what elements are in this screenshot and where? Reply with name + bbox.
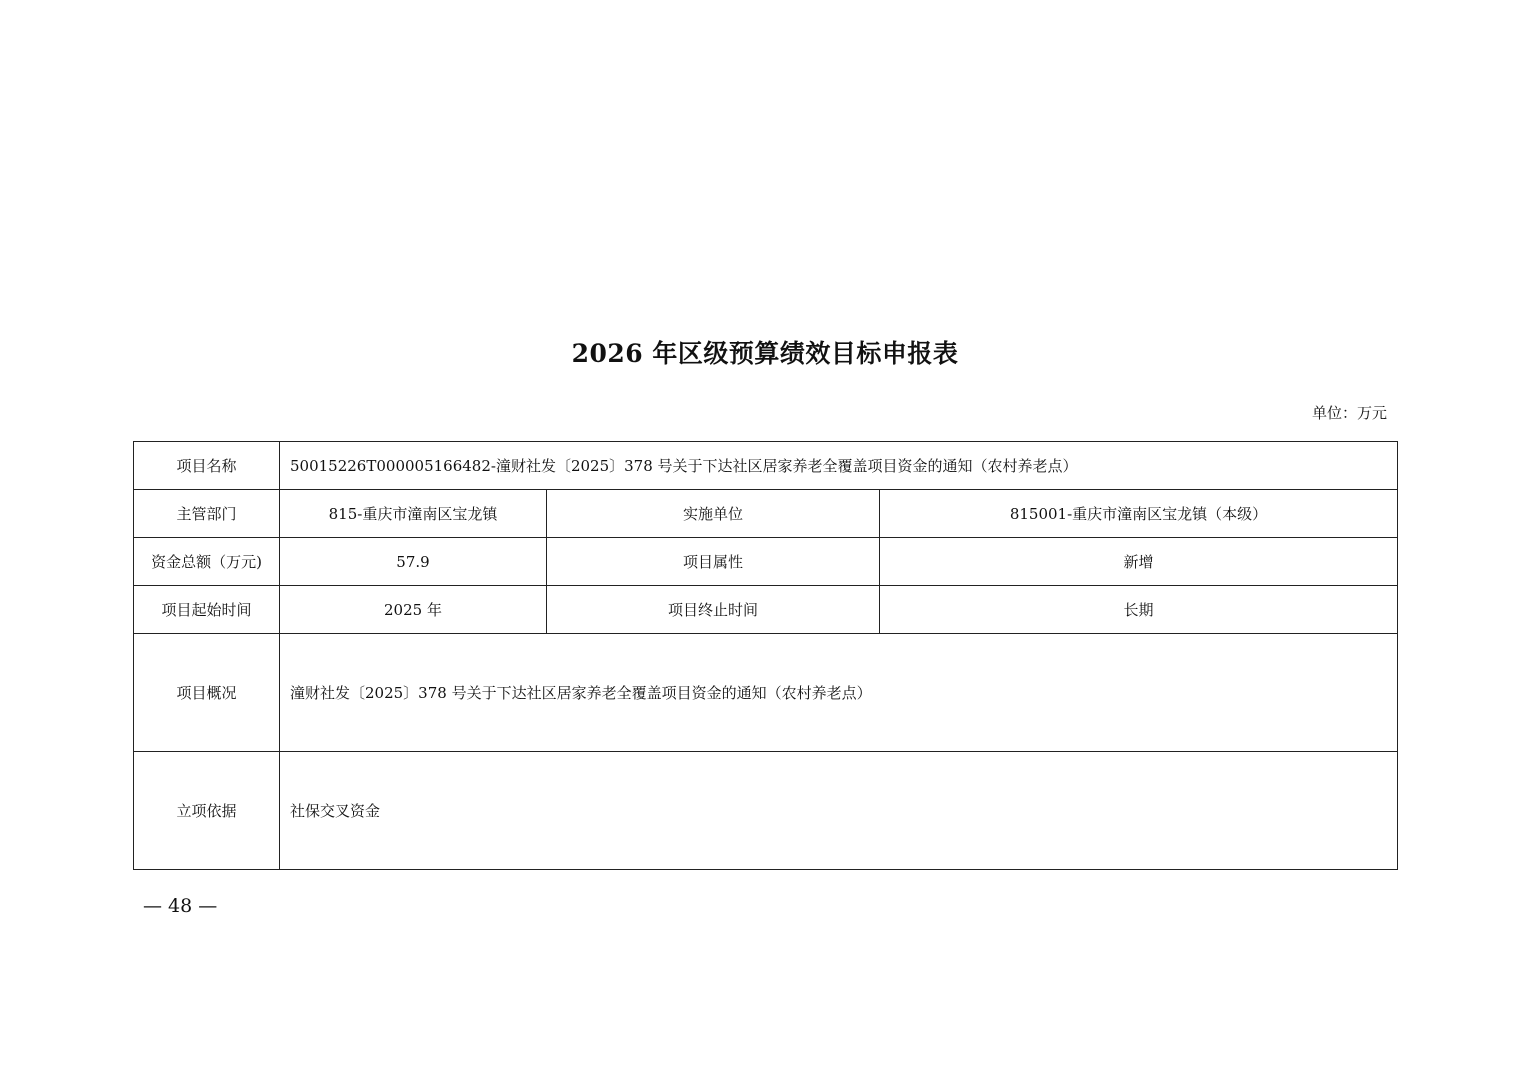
page-number: — 48 — (143, 895, 218, 917)
basis-value: 社保交叉资金 (280, 752, 1398, 870)
dept-label: 主管部门 (134, 490, 280, 538)
start-label: 项目起始时间 (134, 586, 280, 634)
overview-value: 潼财社发〔2025〕378 号关于下达社区居家养老全覆盖项目资金的通知（农村养老点） (280, 634, 1398, 752)
row-fund (134, 538, 1398, 586)
impl-label: 实施单位 (547, 490, 880, 538)
end-label: 项目终止时间 (547, 586, 880, 634)
budget-form-table (133, 441, 1398, 870)
end-value: 长期 (880, 586, 1398, 634)
start-value: 2025 年 (280, 586, 547, 634)
attr-value: 新增 (880, 538, 1398, 586)
row-basis (134, 752, 1398, 870)
fund-label: 资金总额（万元) (134, 538, 280, 586)
unit-note: 单位：万元 (1311, 404, 1387, 422)
page-title: 2026 年区级预算绩效目标申报表 (571, 339, 959, 368)
row-department (134, 490, 1398, 538)
project-name-label: 项目名称 (134, 442, 280, 490)
overview-label: 项目概况 (134, 634, 280, 752)
impl-value: 815001-重庆市潼南区宝龙镇（本级） (880, 490, 1398, 538)
row-project-name (134, 442, 1398, 490)
dept-value: 815-重庆市潼南区宝龙镇 (280, 490, 547, 538)
project-name-value: 50015226T000005166482-潼财社发〔2025〕378 号关于下达社区居家养老全覆盖项目资金的通知（农村养老点） (280, 442, 1398, 490)
row-time (134, 586, 1398, 634)
fund-value: 57.9 (280, 538, 547, 586)
row-overview (134, 634, 1398, 752)
basis-label: 立项依据 (134, 752, 280, 870)
attr-label: 项目属性 (547, 538, 880, 586)
